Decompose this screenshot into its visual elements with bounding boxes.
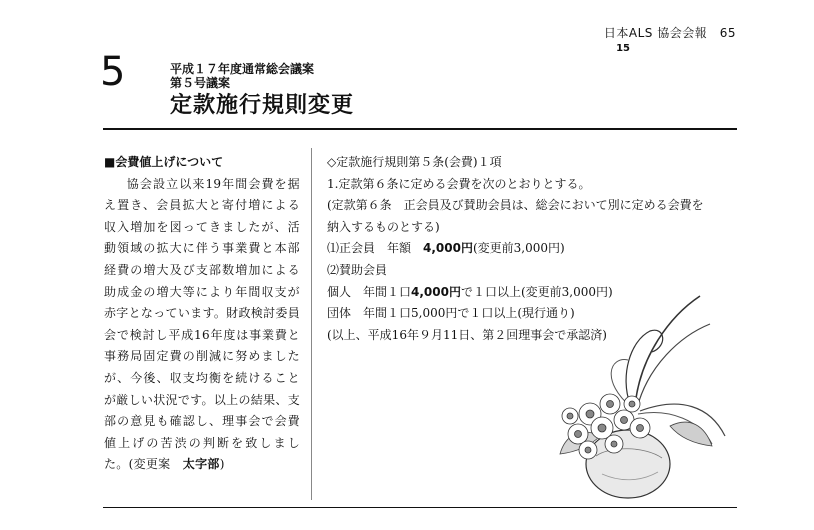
- rule-line: 納入するものとする): [327, 219, 440, 234]
- regular-member-line: [327, 238, 742, 260]
- title-block: [170, 62, 354, 120]
- regular-note: (変更前3,000円): [472, 241, 565, 256]
- page-number: 15: [616, 43, 630, 54]
- section-heading: ■会費値上げについて: [104, 155, 224, 169]
- supporting-member-label: ⑵賛助会員: [327, 262, 388, 277]
- regular-label: ⑴正会員 年額: [327, 241, 424, 256]
- meeting-name: 平成１７年度通常総会議案: [170, 62, 315, 76]
- body-text: 協会設立以来19年間会費を据え置き、会員拡大と寄付増による収入増加を図ってきましたが、活動領域の拡大に伴う事業費と本部経費の増大及び支部数増加による助成金の増大等により年間収支が赤字となっています。財政検討委員会で検討し平成16年度は事業費と事務局固定費の削減に努めましたが、今後、収支均衡を続けることが厳しい状況です。以上の結果、支部の意見も確認し、理事会で会費値上げの苦渋の判断を致しました。(変更案: [104, 176, 300, 472]
- approval-note: (以上、平成16年９月11日、第２回理事会で承認済): [327, 327, 607, 342]
- body-end: ): [219, 457, 225, 472]
- individual-amount: 4,000円: [411, 284, 461, 299]
- rule-line: 1.定款第６条に定める会費を次のとおりとする。: [327, 176, 591, 191]
- body-bold: 太字部: [182, 457, 220, 472]
- page-header: [604, 24, 736, 54]
- page-title: 定款施行規則変更: [170, 93, 355, 118]
- agenda-item: 第５号議案: [170, 76, 231, 90]
- flower-arrangement-illustration: [540, 286, 730, 501]
- individual-note: で１口以上(変更前3,000円): [460, 284, 613, 299]
- rule-heading: ◇定款施行規則第５条(会費)１項: [327, 155, 502, 169]
- individual-label: 個人 年間１口: [327, 284, 412, 299]
- regular-amount: 4,000円: [423, 241, 473, 256]
- title-rule: [103, 128, 737, 130]
- publication-name: 日本ALS 協会会報 65: [603, 26, 736, 40]
- group-line: 団体 年間１口5,000円で１口以上(現行通り): [327, 306, 575, 321]
- body-paragraph: [104, 174, 300, 476]
- rule-line: (定款第６条 正会員及び賛助会員は、総会において別に定める会費を: [327, 198, 704, 213]
- column-divider: [311, 148, 312, 500]
- left-column: [104, 152, 300, 476]
- bottom-rule: [103, 507, 737, 508]
- agenda-number: 5: [100, 49, 126, 95]
